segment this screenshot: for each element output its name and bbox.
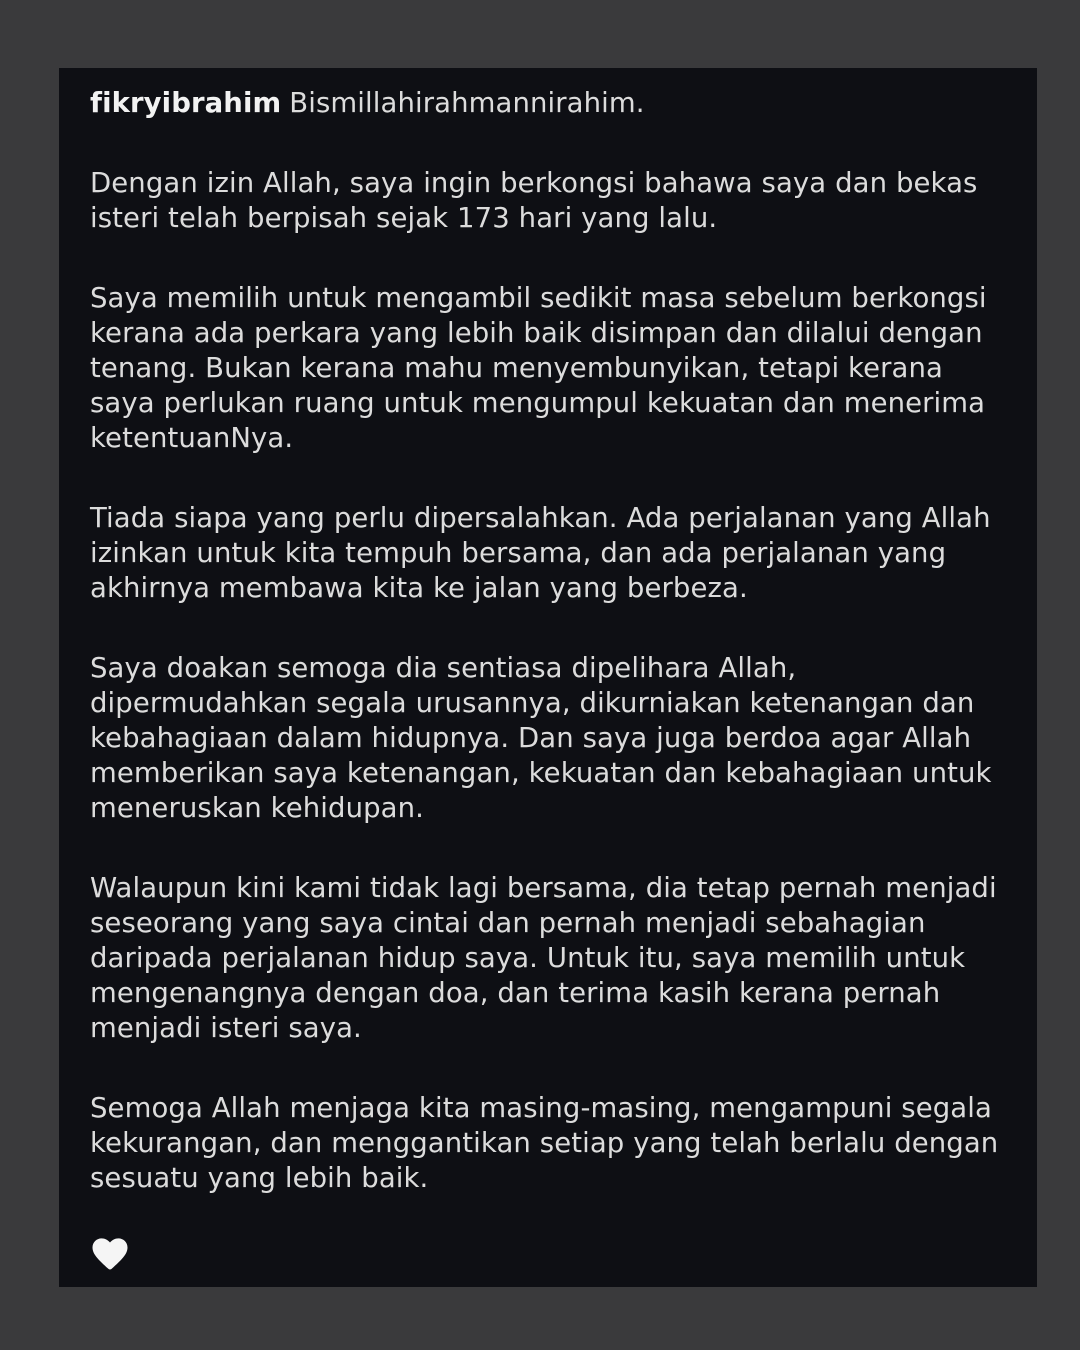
caption-paragraph: Saya doakan semoga dia sentiasa dipelihara Allah, dipermudahkan segala urusannya, dikurniakan ketenangan dan kebahagiaan dalam hidupnya. Dan saya juga berdoa agar Allah memberikan saya ketenangan, kekuatan dan kebahagiaan untuk meneruskan kehidupan. [90, 652, 992, 824]
caption-first-line [90, 86, 1009, 121]
username[interactable]: fikryibrahim [90, 87, 282, 119]
caption-text [90, 86, 1009, 1196]
white-heart-icon [90, 1234, 130, 1274]
caption-opening: Bismillahirahmannirahim. [289, 87, 645, 119]
caption-paragraph: Tiada siapa yang perlu dipersalahkan. Ada perjalanan yang Allah izinkan untuk kita tempuh bersama, dan ada perjalanan yang akhirnya membawa kita ke jalan yang berbeza. [90, 502, 991, 604]
caption-paragraph: Saya memilih untuk mengambil sedikit masa sebelum berkongsi kerana ada perkara yang lebih baik disimpan dan dilalui dengan tenang. Bukan kerana mahu menyembunyikan, tetapi kerana saya perlukan ruang untuk mengumpul kekuatan dan menerima ketentuanNya. [90, 282, 987, 454]
caption-paragraph: Semoga Allah menjaga kita masing-masing, mengampuni segala kekurangan, dan menggantikan setiap yang telah berlalu dengan sesuatu yang lebih baik. [90, 1092, 999, 1194]
caption-paragraph: Dengan izin Allah, saya ingin berkongsi bahawa saya dan bekas isteri telah berpisah sejak 173 hari yang lalu. [90, 167, 978, 234]
caption-paragraph: Walaupun kini kami tidak lagi bersama, dia tetap pernah menjadi seseorang yang saya cintai dan pernah menjadi sebahagian daripada perjalanan hidup saya. Untuk itu, saya memilih untuk mengenangnya dengan doa, dan terima kasih kerana pernah menjadi isteri saya. [90, 872, 997, 1044]
post-caption-card [59, 68, 1037, 1287]
